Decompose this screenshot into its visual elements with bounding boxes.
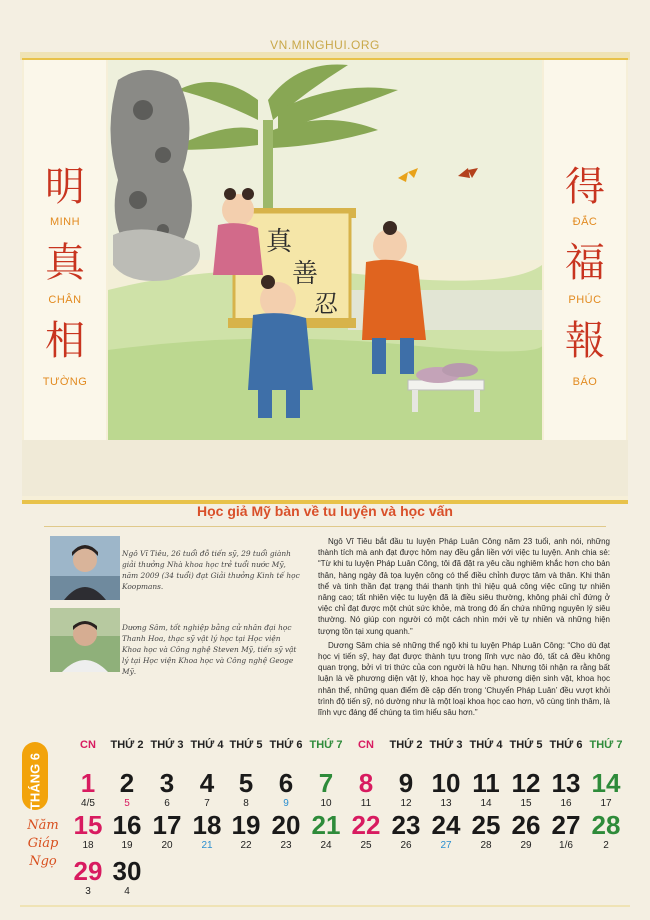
article-title: Học giả Mỹ bàn về tu luyện và học vấn (197, 503, 453, 519)
lunar-date: 4 (124, 886, 130, 897)
lunar-date: 25 (360, 840, 372, 851)
label-dac: ĐẮC (572, 216, 598, 228)
calendar-day: 11 (472, 768, 500, 798)
label-tuong: TƯỜNG (42, 376, 88, 388)
photo-ngo-vi-tieu (50, 536, 120, 600)
scroll-char-2: 善 (292, 259, 319, 289)
lunar-date: 3 (85, 886, 91, 897)
calendar-day: 5 (238, 768, 254, 798)
calendar-day: 29 (73, 856, 103, 886)
calendar-day: 10 (431, 768, 461, 798)
lunar-date: 24 (320, 840, 332, 851)
calendar-day: 22 (351, 810, 381, 840)
cloud-border (22, 440, 628, 496)
label-bao: BÁO (572, 376, 598, 388)
label-minh: MINH (49, 216, 81, 228)
calendar-day: 14 (591, 768, 621, 798)
calendar-day: 20 (271, 810, 301, 840)
lunar-date: 2 (603, 840, 609, 851)
article-paragraph-2: Dương Sâm chia sẻ những thể ngộ khi tu luyện Pháp Luân Công: “Cho dù đạt học vị tiến sỹ, hay đạt được thành tựu trong lĩnh vực nào đó, tất cả đều không quan trọng, bởi vì tri thức của con người là hữu hạn. Nhưng tôi nhận ra rằng bất luận là về phương diện vật lý, khoa học hay về phương diện sinh vật, khoa học nhân thể, những quan điểm đề cập đến trong ‘Chuyển Pháp Luân’ đều vượt khỏi trình độ tiến sỹ, nó dường như là một loại khoa học cao hơn, vô cùng tinh thâm, là lĩnh vực đáng để chúng ta tìm hiểu sâu hơn.” (318, 640, 610, 718)
seal-bao: 報 (565, 318, 605, 364)
photo-duong-sam (50, 608, 120, 672)
weekday-header: THỨ 5 (509, 739, 543, 751)
calendar-day: 30 (112, 856, 142, 886)
lunar-date: 4/5 (81, 798, 95, 809)
calendar-day: 1 (80, 768, 96, 798)
left-panel (24, 60, 106, 440)
calendar-day: 17 (152, 810, 182, 840)
lunar-date: 6 (164, 798, 170, 809)
caption-ngo-vi-tieu: Ngô Vĩ Tiêu, 26 tuổi đỗ tiến sỹ, 29 tuổi giành giải thưởng Nhà khoa học trẻ tuổi nước Mỹ, năm 2009 (34 tuổi) đạt Giải thưởng Kinh tế học Koopmans. (122, 549, 300, 591)
seal-minh: 明 (45, 164, 85, 210)
lunar-date: 17 (600, 798, 612, 809)
scroll-char-3: 忍 (314, 290, 338, 318)
month-badge (22, 742, 48, 810)
lunar-date: 23 (280, 840, 292, 851)
lunar-date: 9 (283, 798, 289, 809)
calendar-day: 4 (199, 768, 215, 798)
calendar-day: 15 (73, 810, 103, 840)
lunar-date: 29 (520, 840, 532, 851)
weekday-header: THỨ 7 (589, 739, 623, 751)
calendar-day: 13 (551, 768, 581, 798)
calendar-day: 6 (278, 768, 294, 798)
calendar-day: 28 (591, 810, 621, 840)
lunar-date: 5 (124, 798, 130, 809)
seal-tuong: 相 (45, 318, 85, 364)
calendar-day: 21 (311, 810, 341, 840)
lunar-date: 10 (320, 798, 332, 809)
label-phuc: PHÚC (568, 294, 602, 306)
calendar-day: 9 (398, 768, 414, 798)
lunar-date: 20 (161, 840, 173, 851)
year-label-2: Giáp (27, 836, 59, 851)
weekday-header: THỨ 5 (229, 739, 263, 751)
painting-children-scroll (108, 60, 542, 442)
lunar-date: 21 (201, 840, 213, 851)
seal-phuc: 福 (565, 240, 605, 286)
lunar-date: 11 (360, 798, 372, 809)
calendar-day: 18 (192, 810, 222, 840)
lunar-date: 7 (204, 798, 210, 809)
bottom-band (20, 905, 630, 907)
year-label-1: Năm (27, 818, 59, 833)
site-url: VN.MINGHUI.ORG (270, 38, 380, 52)
scroll-char-1: 真 (266, 227, 293, 257)
lunar-date: 22 (240, 840, 252, 851)
lunar-date: 19 (121, 840, 133, 851)
weekday-header: THỨ 2 (110, 739, 144, 751)
article-body (318, 536, 610, 721)
lunar-date: 18 (82, 840, 94, 851)
weekday-header: THỨ 3 (429, 739, 463, 751)
calendar-day: 19 (231, 810, 261, 840)
seal-chan: 真 (45, 240, 85, 286)
lunar-date: 15 (520, 798, 532, 809)
article-paragraph-1: Ngô Vĩ Tiêu bắt đầu tu luyện Pháp Luân Công năm 23 tuổi, anh nói, những thành tích mà anh đạt được hôm nay đều gắn liền với việc tu luyện. Anh chia sẻ: “Từ khi tu luyện Pháp Luân Công, tôi đã đặt ra yêu cầu nghiêm khắc hơn cho bản thân, hàng ngày đả tọa luyện công có thể điều chỉnh được tâm và thân. Khi thân thể và tinh thần đạt trạng thái thanh tịnh thì hiệu quả công việc cũng tự nhiên nâng cao; tất nhiên việc tu luyện đã là điều siêu thường, không phải chỉ đứng ở việc chỉ đạt được một chút sức khỏe, mà trong đó ẩn chứa những nguyên lý siêu thường. Nó giúp con người có một cách nhìn mới về tự nhiên và những hiện tượng tồn tại xung quanh.” (318, 537, 610, 636)
caption-duong-sam: Dương Sâm, tốt nghiệp bằng cử nhân đại học Thanh Hoa, thạc sỹ vật lý học tại Học viện Khoa học và Công nghệ Steven Mỹ, tiến sỹ vật lý tại Học viện Khoa học và Công nghệ Geoge Mỹ. (122, 623, 297, 676)
calendar-day: 25 (471, 810, 501, 840)
calendar-day: 26 (511, 810, 541, 840)
calendar-day: 2 (119, 768, 135, 798)
lunar-date: 14 (480, 798, 492, 809)
weekday-header: CN (358, 739, 374, 751)
lunar-date: 27 (440, 840, 452, 851)
calendar-day: 8 (358, 768, 374, 798)
calendar-day: 23 (391, 810, 421, 840)
month-label: THÁNG 6 (27, 752, 43, 811)
weekday-header: CN (80, 739, 96, 751)
calendar-day: 7 (318, 768, 334, 798)
calendar-day: 3 (159, 768, 175, 798)
lunar-date: 8 (243, 798, 249, 809)
title-underline (44, 526, 606, 527)
weekday-header: THỨ 6 (549, 739, 583, 751)
lunar-date: 16 (560, 798, 572, 809)
weekday-header: THỨ 3 (150, 739, 184, 751)
calendar-day: 16 (112, 810, 142, 840)
right-panel (544, 60, 626, 440)
painting-illustration (108, 60, 542, 442)
portrait-1-image (50, 536, 120, 600)
calendar-day: 27 (551, 810, 581, 840)
weekday-header: THỨ 4 (469, 739, 503, 751)
lunar-date: 28 (480, 840, 492, 851)
portrait-2-image (50, 608, 120, 672)
calendar-day: 12 (511, 768, 541, 798)
seal-dac: 得 (565, 164, 605, 210)
lunar-date: 13 (440, 798, 452, 809)
gold-divider (22, 500, 628, 502)
label-chan: CHÂN (48, 294, 82, 306)
lunar-date: 26 (400, 840, 412, 851)
weekday-header: THỨ 7 (309, 739, 343, 751)
weekday-header: THỨ 2 (389, 739, 423, 751)
lunar-date: 12 (400, 798, 412, 809)
weekday-header: THỨ 4 (190, 739, 224, 751)
lunar-date: 1/6 (559, 840, 573, 851)
year-label-3: Ngọ (29, 854, 57, 869)
weekday-header: THỨ 6 (269, 739, 303, 751)
calendar-day: 24 (431, 810, 461, 840)
